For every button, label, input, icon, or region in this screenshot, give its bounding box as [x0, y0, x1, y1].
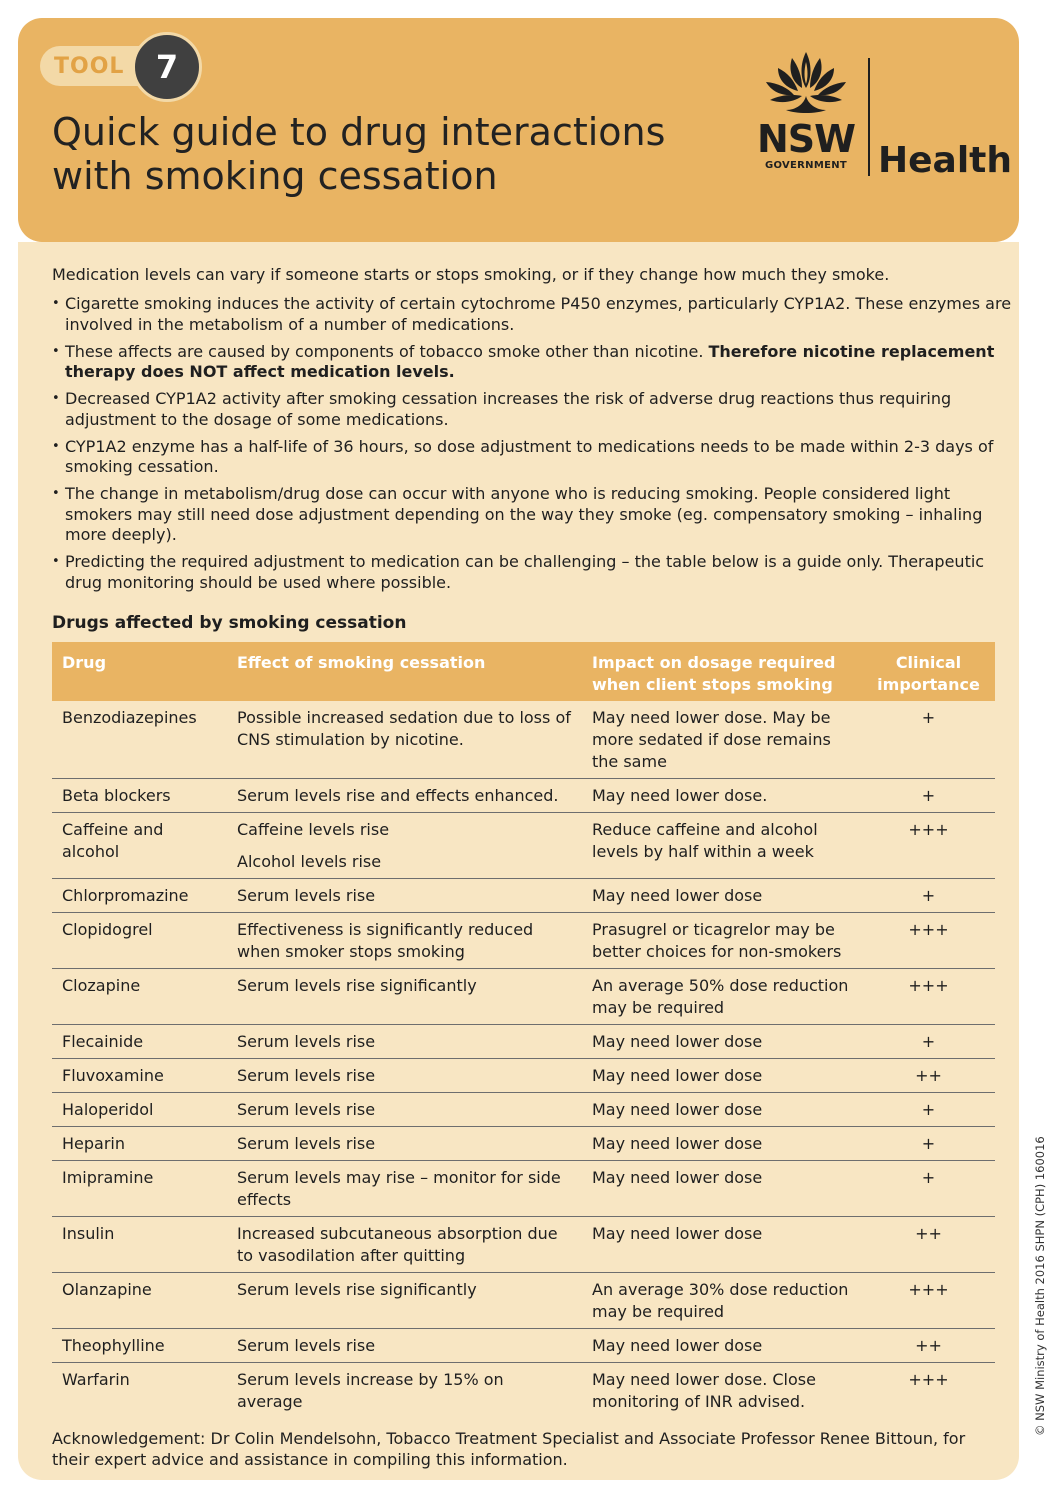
waratah-icon — [756, 48, 856, 120]
table-row — [52, 1059, 995, 1093]
cell-impact: May need lower dose. — [582, 779, 862, 813]
cell-impact: May need lower dose. May be more sedated if dose remains the same — [582, 701, 862, 779]
cell-impact: Reduce caffeine and alcohol levels by half within a week — [582, 813, 862, 879]
cell-importance: +++ — [862, 913, 995, 969]
table-row — [52, 779, 995, 813]
cell-impact: Prasugrel or ticagrelor may be better choices for non-smokers — [582, 913, 862, 969]
cell-drug: Clopidogrel — [52, 913, 227, 969]
cell-impact: May need lower dose — [582, 1059, 862, 1093]
effect-line: Serum levels rise — [237, 1134, 376, 1153]
table-row — [52, 1093, 995, 1127]
header-banner — [18, 18, 1019, 242]
cell-importance: + — [862, 1161, 995, 1217]
cell-drug: Benzodiazepines — [52, 701, 227, 779]
cell-effect — [227, 813, 582, 879]
table-row — [52, 1329, 995, 1363]
cell-impact: May need lower dose — [582, 1161, 862, 1217]
cell-effect — [227, 1161, 582, 1217]
cell-importance: ++ — [862, 1329, 995, 1363]
cell-effect — [227, 969, 582, 1025]
cell-drug: Fluvoxamine — [52, 1059, 227, 1093]
cell-drug: Insulin — [52, 1217, 227, 1273]
table-row — [52, 1217, 995, 1273]
table-heading: Drugs affected by smoking cessation — [52, 613, 407, 633]
column-header-drug: Drug — [52, 642, 227, 701]
drug-table — [52, 642, 995, 1418]
effect-line: Serum levels rise significantly — [237, 1280, 477, 1299]
cell-impact: May need lower dose — [582, 1127, 862, 1161]
table-header-row — [52, 642, 995, 701]
cell-importance: + — [862, 1025, 995, 1059]
cell-drug: Caffeine and alcohol — [52, 813, 227, 879]
bullet-item: • CYP1A2 enzyme has a half-life of 36 hours, so dose adjustment to medications needs to be made within 2-3 days of smoking cessation. — [52, 437, 1012, 478]
cell-drug: Theophylline — [52, 1329, 227, 1363]
table-row — [52, 1127, 995, 1161]
cell-importance: +++ — [862, 813, 995, 879]
effect-line: Serum levels increase by 15% on average — [237, 1370, 504, 1411]
bullet-item: • Predicting the required adjustment to medication can be challenging – the table below is a guide only. Therapeutic drug monitoring should be used where possible. — [52, 552, 1012, 593]
cell-importance: ++ — [862, 1059, 995, 1093]
cell-impact: May need lower dose — [582, 1217, 862, 1273]
tool-label: TOOL — [54, 54, 125, 79]
cell-drug: Flecainide — [52, 1025, 227, 1059]
cell-effect — [227, 879, 582, 913]
copyright-notice: © NSW Ministry of Health 2016 SHPN (CPH) 160016 — [1033, 1136, 1047, 1436]
cell-impact: An average 30% dose reduction may be required — [582, 1273, 862, 1329]
cell-drug: Beta blockers — [52, 779, 227, 813]
cell-effect — [227, 1217, 582, 1273]
effect-line: Possible increased sedation due to loss of CNS stimulation by nicotine. — [237, 708, 571, 749]
government-wordmark: GOVERNMENT — [764, 160, 848, 171]
acknowledgement: Acknowledgement: Dr Colin Mendelsohn, Tobacco Treatment Specialist and Associate Professor Renee Bittoun, for their expert advice and assistance in compiling this information. — [52, 1429, 966, 1469]
cell-effect — [227, 1025, 582, 1059]
table-row — [52, 813, 995, 879]
bullet-list — [52, 294, 1012, 600]
column-header-importance: Clinical importance — [862, 642, 995, 701]
effect-line: Increased subcutaneous absorption due to vasodilation after quitting — [237, 1224, 558, 1265]
logo-divider — [868, 58, 870, 176]
page-title: Quick guide to drug interactions with smoking cessation — [52, 110, 666, 198]
table-row — [52, 879, 995, 913]
table-row — [52, 701, 995, 779]
effect-line: Effectiveness is significantly reduced when smoker stops smoking — [237, 920, 534, 961]
table-row — [52, 1161, 995, 1217]
cell-effect — [227, 1093, 582, 1127]
effect-line: Serum levels may rise – monitor for side effects — [237, 1168, 561, 1209]
bullet-item: • Decreased CYP1A2 activity after smoking cessation increases the risk of adverse drug reactions thus requiring adjustment to the dosage of some medications. — [52, 389, 1012, 430]
cell-importance: +++ — [862, 969, 995, 1025]
table-row — [52, 969, 995, 1025]
cell-effect — [227, 1273, 582, 1329]
table-row — [52, 1273, 995, 1329]
effect-line: Serum levels rise — [237, 1100, 376, 1119]
cell-impact: May need lower dose — [582, 1093, 862, 1127]
effect-line: Serum levels rise — [237, 1066, 376, 1085]
effect-line: Serum levels rise — [237, 1032, 376, 1051]
cell-importance: +++ — [908, 1370, 949, 1389]
cell-importance: +++ — [862, 1273, 995, 1329]
cell-drug: Heparin — [52, 1127, 227, 1161]
health-wordmark: Health — [878, 140, 1013, 181]
cell-effect — [227, 1329, 582, 1363]
cell-effect — [227, 701, 582, 779]
cell-importance: + — [862, 779, 995, 813]
cell-effect — [227, 1363, 582, 1419]
bullet-bold-note: Therefore nicotine replacement therapy does NOT affect medication levels. — [65, 341, 995, 381]
cell-effect — [227, 913, 582, 969]
table-row — [52, 1363, 995, 1419]
cell-drug: Warfarin — [62, 1370, 130, 1389]
bullet-item: • Cigarette smoking induces the activity of certain cytochrome P450 enzymes, particularly CYP1A2. These enzymes are involved in the metabolism of a number of medications. — [52, 294, 1012, 335]
table-row — [52, 913, 995, 969]
cell-importance: + — [862, 1093, 995, 1127]
cell-effect — [227, 779, 582, 813]
cell-effect — [227, 1127, 582, 1161]
cell-importance: ++ — [862, 1217, 995, 1273]
bullet-item: • The change in metabolism/drug dose can occur with anyone who is reducing smoking. People considered light smokers may still need dose adjustment depending on the way they smoke (eg. compensatory smoking – inhaling more deeply). — [52, 484, 1012, 546]
effect-line: Serum levels rise — [237, 886, 376, 905]
column-header-impact: Impact on dosage required when client stops smoking — [582, 642, 862, 701]
column-header-effect: Effect of smoking cessation — [227, 642, 582, 701]
effect-line: Serum levels rise significantly — [237, 976, 477, 995]
bullet-item: • These affects are caused by components of tobacco smoke other than nicotine. Therefore nicotine replacement therapy does NOT affect medication levels. — [52, 342, 1012, 383]
cell-effect — [227, 1059, 582, 1093]
nsw-wordmark: NSW — [756, 117, 856, 161]
cell-drug: Chlorpromazine — [52, 879, 227, 913]
drug-table-wrapper — [52, 642, 995, 1418]
cell-drug: Olanzapine — [52, 1273, 227, 1329]
effect-line: Serum levels rise and effects enhanced. — [237, 786, 559, 805]
cell-importance: + — [862, 701, 995, 779]
table-row — [52, 1025, 995, 1059]
cell-impact: May need lower dose — [582, 1025, 862, 1059]
cell-impact: An average 50% dose reduction may be required — [582, 969, 862, 1025]
intro-text: Medication levels can vary if someone starts or stops smoking, or if they change how much they smoke. — [52, 265, 890, 284]
cell-importance: + — [862, 879, 995, 913]
cell-impact: May need lower dose. Close monitoring of INR advised. — [592, 1370, 816, 1411]
cell-impact: May need lower dose — [582, 879, 862, 913]
cell-importance: + — [862, 1127, 995, 1161]
effect-line: Serum levels rise — [237, 1336, 376, 1355]
cell-drug: Imipramine — [52, 1161, 227, 1217]
effect-line: Caffeine levels rise — [237, 820, 390, 839]
tool-number: 7 — [132, 32, 202, 102]
nsw-health-logo — [756, 48, 1026, 198]
cell-drug: Haloperidol — [52, 1093, 227, 1127]
cell-impact: May need lower dose — [582, 1329, 862, 1363]
cell-drug: Clozapine — [52, 969, 227, 1025]
effect-line: Alcohol levels rise — [237, 852, 382, 871]
